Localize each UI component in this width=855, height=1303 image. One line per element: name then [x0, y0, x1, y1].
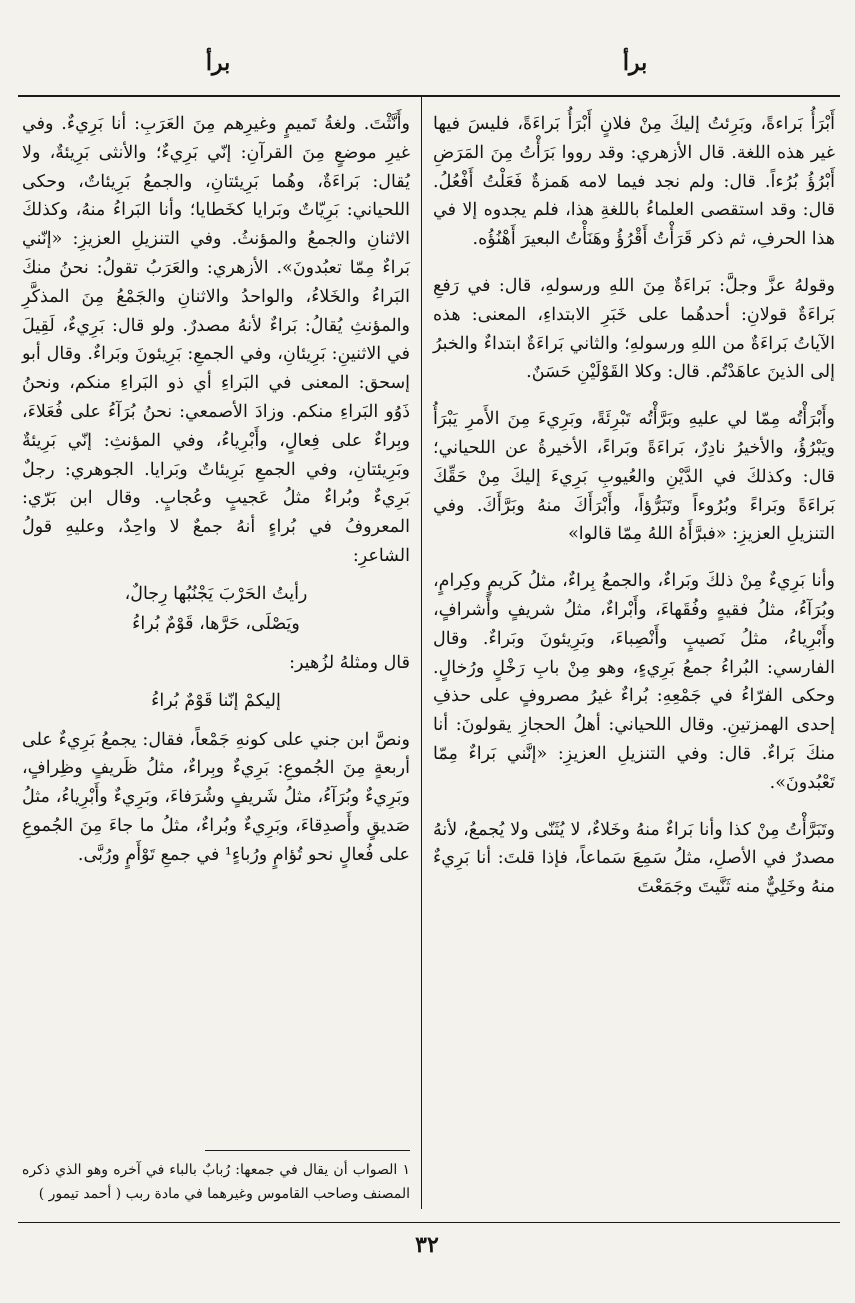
running-head-left: برأ [205, 50, 231, 76]
verse-quote [22, 686, 410, 716]
verse-line: إليكمْ إنّنا قَوْمٌ بُراءُ [151, 690, 281, 711]
footnote-rule [205, 1150, 410, 1151]
page-number: ٣٢ [415, 1232, 439, 1258]
left-column [22, 110, 410, 888]
paragraph: وتَبَرَّأْتُ مِنْ كذا وأنا بَراءٌ منهُ وخَلاءٌ، لا يُثَنّى ولا يُجمعُ، لأنهُ مصدرٌ في الأصلِ، مثلُ سَمِعَ سَماعاً، فإذا قلتَ: أنا بَرِيءٌ منهُ وخَلِيٌّ منه ثَنَّيتَ وجَمَعْتَ [433, 819, 835, 898]
paragraph: أَبْرَأُ بَراءةً، وبَرِئتُ إليكَ مِنْ فلانٍ أَبْرَأُ بَراءَةً، فليسَ فيها غير هذه اللغة. قال الأزهري: وقد رووا بَرَأْتُ مِنَ المَرَضِ أَبْرُؤُ بُرُءاً. قال: ولم نجد فيما لامه هَمزةٌ فَعَلْتُ أَفْعُلُ. قال: وقد استقصى العلماءُ باللغةِ هذا، فلم يجدوه إلا في هذا الحرفِ، ثم ذكر قَرَأْتُ أَقْرُؤُ وهَنَأْتُ البعيرَ أَهْنُؤُه. [433, 114, 835, 250]
paragraph: وأنا بَرِيءٌ مِنْ ذلكَ وبَراءٌ، والجمعُ بِراءٌ، مثلُ كَريمٍ وكِرامٍ، وبُرَآءُ، مثلُ فقيهٍ وفُقَهاءَ، وأَبْراءٌ، مثلُ شريفٍ وأَشرافٍ، وأَبْرِياءُ، مثلُ نَصيبٍ وأَنْصِباءَ، وبَرِيئونَ وبَراءٌ. وقال الفارسي: البُراءُ جمعُ بَرِيءٍ، وهو مِنْ بابِ رَخْلٍ ورُخالٍ. وحكى الفرّاءُ في جَمْعِهِ: بُراءٌ غيرُ مصروفٍ على حذفِ إحدى الهمزتينِ. وقال اللحياني: أهلُ الحجازِ يقولونَ: أنا منكَ بَراءٌ. قال: وفي التنزيلِ العزيزِ: «إنَّني بَراءٌ مِمّا تَعْبُدونَ». [433, 571, 835, 793]
header-rule [18, 95, 840, 97]
verse-quote [22, 579, 410, 639]
verse-intro: قال ومثلهُ لزُهير: [289, 652, 410, 673]
verse-line: رأيتُ الحَرْبَ يَجْنُبُها رِجالٌ، [124, 583, 308, 604]
footer-rule [18, 1222, 840, 1223]
paragraph: وقولهُ عزَّ وجلَّ: بَراءَةٌ مِنَ اللهِ ورسولهِ، قال: في رَفعِ بَراءَةٌ قولانِ: أحدهُما على خَبَرِ الابتداءِ، المعنى: هذه الآياتُ بَراءَةٌ من اللهِ ورسولهِ؛ والثاني بَراءَةٌ ابتداءٌ والخبرُ إلى الذينَ عاهَدْتُم. قال: وكلا القَوْلَيْنِ حَسَنٌ. [433, 275, 835, 383]
paragraph: وأَبْرَأْتُه مِمّا لي عليهِ وبَرَّأْتُه تَبْرِئَةً، وبَرِيءَ مِنَ الأَمرِ يَبْرَأُ ويَبْرُؤُ، والأخيرُ نادِرٌ، بَراءَةً وبَراءً، الأخيرةُ عن اللحياني؛ قال: وكذلكَ في الدَّيْنِ والعُيوبِ بَرِيءَ إليكَ مِنْ حَقِّكَ بَراءَةً وبَراءً وبُرُوءاً وتَبَرُّؤاً، وأَبْرَأَكَ منهُ وبَرَّأَكَ. وفي التنزيلِ العزيزِ: «فبرَّأَهُ اللهُ مِمّا قالوا» [433, 409, 835, 545]
running-head-right: برأ [622, 50, 648, 76]
paragraph: ونصَّ ابن جني على كونهِ جَمْعاً، فقال: يجمعُ بَرِيءٌ على أربعةٍ مِنَ الجُموعِ: بَرِيءٌ وبِراءٌ، مثلُ ظَريفٍ وظِرافٍ، وبَرِيءٌ وبُرَآءُ، مثلُ شَريفٍ وشُرَفاءَ، وبَرِيءٌ وأَبْرِياءُ، مثلُ صَديقٍ وأَصدِقاءَ، وبَرِيءٌ وبُراءٌ، مثلُ ما جاءَ مِنَ الجُموعِ على فُعالٍ نحو تُؤامٍ ورُباءٍ¹ في جمعِ تَوْأَمٍ ورُبَّى. [22, 729, 410, 865]
paragraph: وأَنَّثْتَ. ولغةُ تَميمٍ وغيرِهم مِنَ العَرَبِ: أنا بَرِيءٌ. وفي غيرِ موضعٍ مِنَ القرآنِ: إنّي بَرِيءٌ؛ والأنثى بَرِيئةٌ، ولا يُقال: بَراءَةٌ، وهُما بَرِيئتانِ، والجمعُ بَرِيئاتٌ، وحكى اللحياني: بَرِيّاتٌ وبَرايا كخَطايا؛ وأنا البَراءُ منهُ، وكذلكَ الاثنانِ والجمعُ والمؤنثُ. وفي التنزيلِ العزيزِ: «إنّني بَراءٌ مِمّا تعبُدونَ». الأزهري: والعَرَبُ تقولُ: نحنُ منكَ البَراءُ والخَلاءُ، والواحدُ والاثنانِ والجَمْعُ مِنَ المذكَّرِ والمؤنثِ يُقالُ: بَراءٌ لأنهُ مصدرٌ. ولو قال: بَرِيءٌ، لَقِيلَ في الاثنينِ: بَرِيئانِ، وفي الجمعِ: بَرِيئونَ وبَراءٌ. وقال أبو إسحق: المعنى في البَراءِ أي ذو البَراءِ منكم، ونحنُ ذَوُو البَراءِ منكم. وزادَ الأصمعي: نحنُ بُرَآءُ على فُعَلاءَ، وبِراءٌ على فِعالٍ، وأَبْرِياءُ، وفي المؤنثِ: إنّي بَرِيئةٌ وبَرِيئتانِ، وفي الجمعِ بَرِيئاتٌ وبَرايا. الجوهري: رجلٌ بَرِيءٌ وبُراءٌ مثلُ عَجيبٍ وعُجابٍ. وقال ابن بَرّي: المعروفُ في بُراءٍ أنهُ جمعٌ لا واحِدٌ، وعليهِ قولُ الشاعرِ: [22, 114, 410, 566]
right-column [433, 110, 835, 920]
footnote: ١ الصواب أن يقال في جمعها: رُبابٌ بالباء في آخره وهو الذي ذكره المصنف وصاحب القاموس وغيرهما في مادة ربب ( أحمد تيمور ) [22, 1162, 410, 1202]
verse-line: ويَصْلَى، حَرَّها، قَوْمٌ بُراءُ [132, 613, 300, 634]
column-divider [421, 97, 422, 1209]
